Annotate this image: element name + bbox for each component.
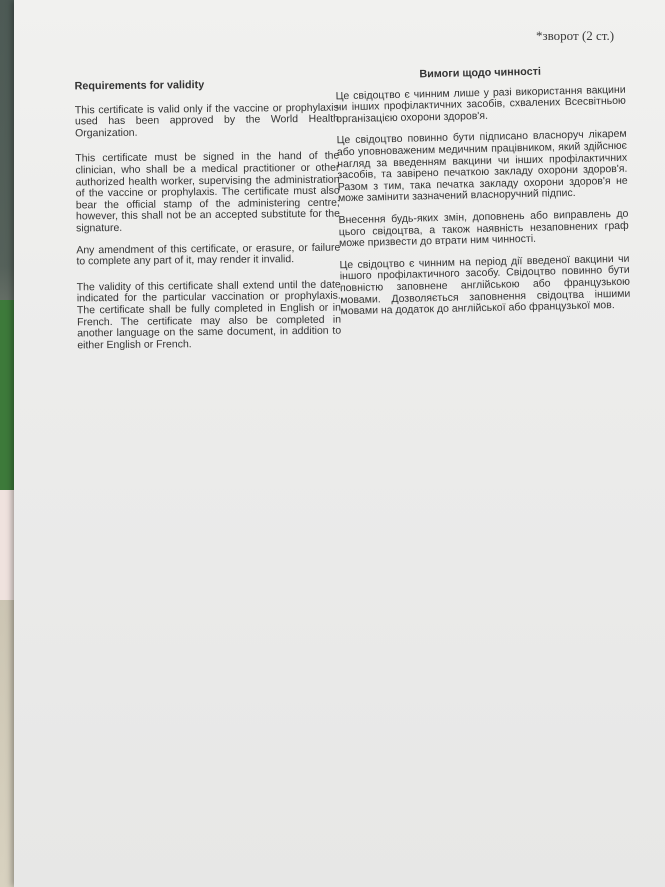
ukrainian-paragraph: Це свідоцтво повинно бути підписано власноруч лікарем або уповноваженим медичним працівником, який здійснює нагляд за введенням вакцини чи інших профілактичних засобів, та завірено печаткою закладу охорони здоров'я. Разом з тим, така печатка закладу охорони здоров'я не може замінити зазначений власноручний підпис. [336,128,628,205]
document-page [14,0,665,887]
english-paragraph: This certificate must be signed in the hand of the clinician, who shall be a medical practitioner or other authorized health worker, supervising the administration of the vaccine or prophylaxis. The certificate must also bear the official stamp of the administering centre; however, this shall not be an accepted substitute for the signature. [75,149,341,235]
english-paragraph: Any amendment of this certificate, or erasure, or failure to complete any part of it, may render it invalid. [76,241,341,268]
english-heading: Requirements for validity [74,79,205,93]
english-paragraph: This certificate is valid only if the vaccine or prophylaxis used has been approved by the World Health Organization. [74,101,340,140]
ukrainian-paragraph: Це свідоцтво є чинним на період дії введеної вакцини чи іншого профілактичного засобу. Свідоцтво повинно бути повністю заповнене англійською або французькою мовами. Дозволяється заповнення свідоцтва іншими мовами на додаток до англійської або французької мов. [339,252,631,318]
ukrainian-column [335,65,631,328]
ukrainian-paragraph: Внесення будь-яких змін, доповнень або виправлень до цього свідоцтва, а також наявність незаповнених граф може призвести до втрати ним чинності. [338,207,629,250]
ukrainian-paragraph: Це свідоцтво є чинним лише у разі використання вакцини чи інших профілактичних засобів, схвалених Всесвітньою організацією охорони здоров'я. [335,83,627,126]
page-corner-label: *зворот (2 ст.) [536,28,615,43]
english-paragraph: The validity of this certificate shall extend until the date indicated for the particular vaccination or prophylaxis. The certificate shall be fully completed in English or in French. The certificate may also be completed in another language on the same document, in addition to either English or French. [76,278,342,352]
english-column [75,79,342,362]
ukrainian-heading: Вимоги щодо чинності [419,65,542,81]
